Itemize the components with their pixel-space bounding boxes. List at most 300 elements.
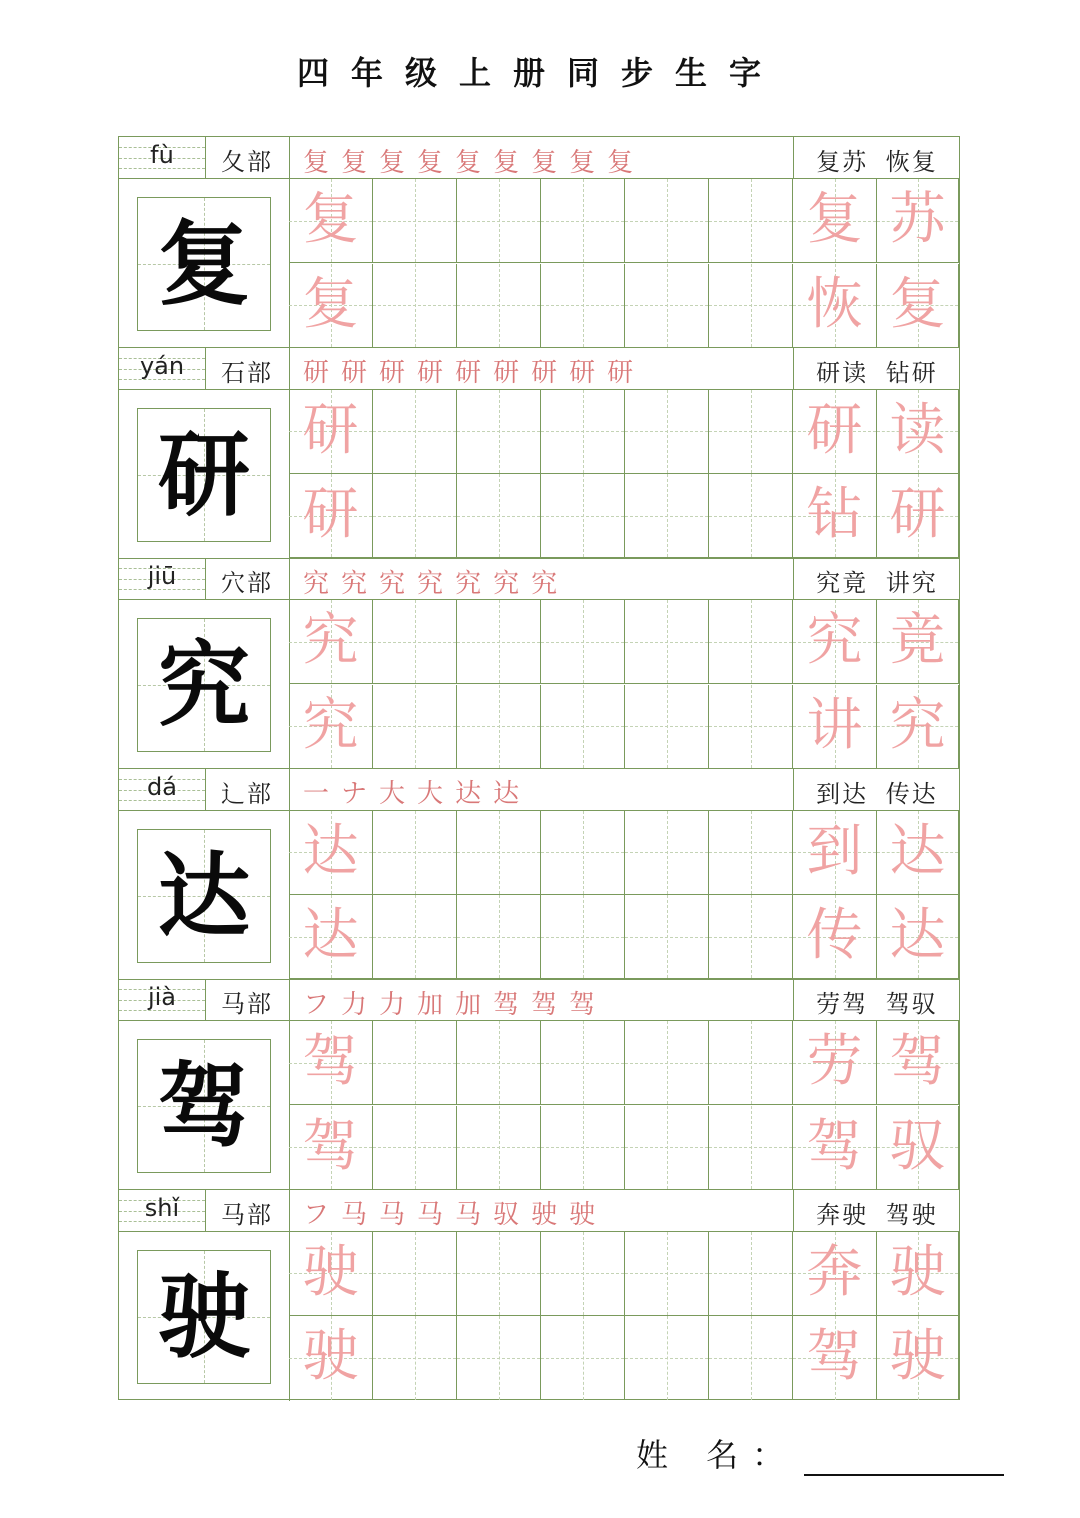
practice-cell[interactable]	[625, 179, 709, 263]
practice-cell[interactable]	[709, 474, 793, 558]
word-trace-cell	[793, 474, 877, 558]
word-trace-cell	[793, 685, 877, 769]
entry-header	[119, 769, 959, 811]
guide-line	[625, 937, 708, 938]
word-trace-cell	[877, 264, 959, 348]
trace-character: 驾	[302, 1029, 359, 1094]
practice-cell[interactable]	[541, 895, 625, 979]
stroke-step: フ	[303, 989, 330, 1020]
practice-cell[interactable]	[373, 1316, 457, 1400]
character-entry	[119, 769, 961, 980]
header-divider	[289, 137, 290, 179]
trace-character: 劳	[806, 1029, 863, 1094]
practice-cell[interactable]	[625, 895, 709, 979]
trace-cell	[289, 1021, 373, 1105]
practice-cell[interactable]	[541, 179, 625, 263]
header-divider	[289, 558, 290, 600]
trace-character: 研	[302, 482, 359, 547]
guide-line	[625, 221, 708, 222]
pinyin: yán	[139, 351, 185, 380]
stroke-step: ナ	[341, 779, 368, 809]
practice-cell[interactable]	[457, 600, 541, 684]
trace-character: 复	[889, 271, 946, 337]
stroke-order	[291, 142, 791, 178]
page-title: 四年级上册同步生字	[296, 54, 783, 92]
practice-cell[interactable]	[709, 685, 793, 769]
guide-line	[541, 221, 624, 222]
stroke-step: 复	[417, 147, 444, 178]
model-character-box	[137, 618, 271, 752]
word-trace-cell	[877, 390, 959, 474]
model-character: 达	[157, 841, 250, 950]
model-character-box	[137, 1039, 271, 1173]
guide-line	[541, 516, 624, 517]
trace-cell	[289, 1316, 373, 1400]
practice-cell[interactable]	[625, 1232, 709, 1316]
stroke-step: 研	[569, 358, 596, 388]
stroke-step: 复	[341, 147, 368, 178]
guide-line	[457, 431, 540, 432]
name-label: 姓 名：	[636, 1436, 799, 1474]
header-divider	[793, 558, 794, 600]
stroke-step: 研	[455, 358, 482, 388]
practice-cell[interactable]	[457, 390, 541, 474]
word-trace-cell	[877, 685, 959, 769]
header-divider	[793, 979, 794, 1021]
practice-cell[interactable]	[373, 1232, 457, 1316]
practice-cell[interactable]	[709, 1232, 793, 1316]
word-trace-cell	[877, 1106, 959, 1190]
guide-line	[373, 431, 456, 432]
guide-line	[457, 1358, 540, 1359]
trace-cell	[289, 264, 373, 348]
word-trace-cell	[793, 1021, 877, 1105]
practice-cell[interactable]	[541, 264, 625, 348]
model-character: 究	[157, 631, 250, 739]
stroke-order	[291, 353, 791, 389]
guide-line	[709, 852, 792, 853]
trace-character: 复	[302, 271, 359, 337]
trace-character: 达	[302, 903, 359, 968]
guide-line	[373, 1063, 456, 1064]
guide-line	[457, 852, 540, 853]
radical: 石部	[221, 358, 273, 387]
practice-cell[interactable]	[625, 685, 709, 769]
guide-line	[373, 937, 456, 938]
header-divider	[793, 137, 794, 179]
guide-line	[625, 642, 708, 643]
practice-cell[interactable]	[625, 600, 709, 684]
trace-character: 究	[806, 608, 863, 673]
trace-character: 复	[806, 187, 863, 252]
word-trace-cell	[877, 1232, 959, 1316]
guide-line	[709, 221, 792, 222]
stroke-order	[291, 984, 791, 1020]
stroke-step: 究	[417, 568, 444, 599]
guide-line	[709, 642, 792, 643]
stroke-step: 复	[455, 147, 482, 178]
pinyin: jiū	[147, 562, 177, 590]
trace-character: 达	[302, 818, 359, 884]
trace-cell	[289, 474, 373, 558]
trace-cell	[289, 390, 373, 474]
guide-line	[625, 1358, 708, 1359]
stroke-step: 复	[607, 147, 634, 178]
stroke-step: 驶	[531, 1200, 558, 1230]
character-entry	[119, 1190, 961, 1401]
trace-character: 研	[302, 397, 359, 463]
stroke-order	[291, 774, 791, 810]
header-divider	[289, 1190, 290, 1232]
stroke-step: 研	[493, 358, 520, 388]
guide-line	[373, 1273, 456, 1274]
guide-line	[709, 937, 792, 938]
practice-cell[interactable]	[709, 600, 793, 684]
word-trace-cell	[793, 811, 877, 895]
guide-line	[709, 1147, 792, 1148]
practice-cell[interactable]	[457, 1021, 541, 1105]
stroke-step: 马	[379, 1200, 406, 1230]
practice-cell[interactable]	[373, 895, 457, 979]
word-trace-cell	[793, 1316, 877, 1400]
practice-cell[interactable]	[373, 179, 457, 263]
stroke-step: 究	[455, 568, 482, 599]
word-trace-cell	[877, 811, 959, 895]
stroke-step: 研	[607, 358, 634, 388]
trace-character: 驶	[302, 1324, 359, 1389]
practice-grid	[289, 390, 959, 559]
guide-line	[457, 1147, 540, 1148]
practice-cell[interactable]	[457, 179, 541, 263]
practice-cell[interactable]	[457, 811, 541, 895]
stroke-step: 究	[493, 568, 520, 599]
guide-line	[541, 431, 624, 432]
pinyin: jià	[147, 983, 177, 1011]
word-trace-cell	[793, 390, 877, 474]
guide-line	[709, 1358, 792, 1359]
stroke-step: 加	[417, 989, 444, 1020]
practice-cell[interactable]	[373, 685, 457, 769]
practice-cell[interactable]	[373, 264, 457, 348]
trace-character: 驶	[889, 1324, 946, 1389]
practice-cell[interactable]	[541, 1021, 625, 1105]
header-divider	[793, 769, 794, 811]
header-divider	[289, 769, 290, 811]
guide-line	[709, 726, 792, 727]
guide-line	[625, 726, 708, 727]
guide-line	[625, 305, 708, 306]
stroke-step: 驾	[493, 989, 520, 1020]
stroke-step: 马	[417, 1200, 444, 1230]
stroke-step: 达	[493, 779, 520, 809]
word-trace-cell	[877, 895, 959, 979]
practice-cell[interactable]	[625, 474, 709, 558]
character-entry	[119, 558, 961, 769]
pinyin: dá	[147, 772, 177, 801]
name-field	[636, 1430, 1004, 1476]
trace-character: 驾	[806, 1113, 863, 1179]
practice-cell[interactable]	[373, 390, 457, 474]
trace-character: 究	[302, 608, 359, 673]
stroke-step: 研	[531, 358, 558, 388]
entry-header	[119, 558, 959, 600]
stroke-step: 复	[379, 147, 406, 178]
guide-line	[625, 1063, 708, 1064]
guide-line	[625, 1273, 708, 1274]
guide-line	[625, 516, 708, 517]
word-trace-cell	[793, 600, 877, 684]
practice-cell[interactable]	[625, 1106, 709, 1190]
name-blank-line[interactable]	[804, 1444, 1004, 1476]
header-divider	[289, 348, 290, 390]
practice-cell[interactable]	[709, 264, 793, 348]
practice-cell[interactable]	[457, 1316, 541, 1400]
trace-character: 竟	[889, 608, 946, 673]
trace-character: 读	[889, 397, 946, 463]
practice-grid	[289, 179, 959, 348]
stroke-step: 复	[531, 147, 558, 178]
guide-line	[373, 642, 456, 643]
stroke-step: 究	[303, 568, 330, 599]
trace-character: 奔	[806, 1239, 863, 1305]
stroke-step: 复	[303, 147, 330, 178]
stroke-step: 复	[569, 147, 596, 178]
guide-line	[541, 1063, 624, 1064]
practice-cell[interactable]	[373, 1106, 457, 1190]
model-character-box	[137, 197, 271, 331]
word-trace-cell	[877, 179, 959, 263]
guide-line	[541, 937, 624, 938]
stroke-step: 究	[531, 568, 558, 599]
trace-character: 达	[889, 903, 946, 968]
trace-character: 苏	[889, 187, 946, 252]
practice-cell[interactable]	[709, 1021, 793, 1105]
practice-cell[interactable]	[373, 600, 457, 684]
trace-character: 恢	[806, 271, 863, 337]
pinyin: fù	[150, 141, 174, 169]
character-entry	[119, 348, 961, 559]
stroke-step: 力	[379, 989, 406, 1020]
stroke-step: 大	[379, 779, 406, 809]
guide-line	[373, 305, 456, 306]
word-trace-cell	[877, 1021, 959, 1105]
practice-cell[interactable]	[541, 1316, 625, 1400]
practice-cell[interactable]	[541, 811, 625, 895]
stroke-step: フ	[303, 1200, 330, 1230]
guide-line	[709, 1063, 792, 1064]
example-words: 奔驶 驾驶	[816, 1200, 938, 1229]
trace-character: 达	[889, 818, 946, 884]
example-words: 研读 钻研	[816, 358, 938, 387]
trace-character: 讲	[806, 692, 863, 758]
radical: 夂部	[221, 148, 273, 176]
guide-line	[457, 221, 540, 222]
header-divider	[793, 1190, 794, 1232]
trace-cell	[289, 600, 373, 684]
model-character-box	[137, 829, 271, 963]
trace-cell	[289, 811, 373, 895]
word-trace-cell	[793, 1106, 877, 1190]
practice-cell[interactable]	[373, 811, 457, 895]
guide-line	[709, 1273, 792, 1274]
practice-cell[interactable]	[373, 474, 457, 558]
practice-cell[interactable]	[625, 1021, 709, 1105]
guide-line	[373, 516, 456, 517]
guide-line	[457, 642, 540, 643]
trace-character: 驶	[889, 1239, 946, 1305]
practice-cell[interactable]	[625, 1316, 709, 1400]
guide-line	[709, 431, 792, 432]
trace-character: 复	[302, 187, 359, 252]
word-trace-cell	[877, 474, 959, 558]
guide-line	[373, 1358, 456, 1359]
trace-character: 传	[806, 903, 863, 968]
practice-cell[interactable]	[457, 1106, 541, 1190]
entry-header	[119, 979, 959, 1021]
trace-character: 究	[302, 692, 359, 758]
guide-line	[457, 305, 540, 306]
trace-character: 驾	[302, 1113, 359, 1179]
practice-cell[interactable]	[709, 895, 793, 979]
practice-grid	[289, 1232, 959, 1401]
stroke-step: 驶	[569, 1200, 596, 1230]
practice-cell[interactable]	[541, 390, 625, 474]
practice-cell[interactable]	[541, 685, 625, 769]
character-entry	[119, 137, 961, 348]
practice-cell[interactable]	[457, 685, 541, 769]
stroke-step: 大	[417, 779, 444, 809]
word-trace-cell	[793, 1232, 877, 1316]
practice-cell[interactable]	[625, 264, 709, 348]
model-character-box	[137, 408, 271, 542]
trace-cell	[289, 1106, 373, 1190]
word-trace-cell	[793, 179, 877, 263]
trace-cell	[289, 685, 373, 769]
trace-character: 研	[806, 397, 863, 463]
guide-line	[625, 852, 708, 853]
entry-header	[119, 137, 959, 179]
word-trace-cell	[877, 1316, 959, 1400]
stroke-step: 研	[417, 358, 444, 388]
practice-cell[interactable]	[709, 1316, 793, 1400]
radical: 穴部	[221, 569, 273, 597]
stroke-step: 一	[303, 779, 330, 809]
guide-line	[625, 1147, 708, 1148]
model-character: 研	[157, 420, 250, 529]
guide-line	[541, 1273, 624, 1274]
practice-cell[interactable]	[457, 474, 541, 558]
trace-character: 驾	[889, 1029, 946, 1094]
stroke-step: 研	[303, 358, 330, 388]
practice-cell[interactable]	[709, 1106, 793, 1190]
stroke-step: 究	[341, 568, 368, 599]
practice-grid	[289, 600, 959, 769]
trace-cell	[289, 895, 373, 979]
example-words: 到达 传达	[816, 779, 938, 808]
trace-cell	[289, 1232, 373, 1316]
practice-cell[interactable]	[373, 1021, 457, 1105]
trace-character: 究	[889, 692, 946, 758]
practice-cell[interactable]	[625, 390, 709, 474]
guide-line	[373, 221, 456, 222]
entry-header	[119, 1190, 959, 1232]
practice-grid	[289, 1021, 959, 1190]
trace-character: 驾	[806, 1324, 863, 1389]
word-trace-cell	[877, 600, 959, 684]
practice-cell[interactable]	[457, 264, 541, 348]
guide-line	[373, 852, 456, 853]
example-words: 究竟 讲究	[816, 569, 938, 597]
practice-cell[interactable]	[457, 1232, 541, 1316]
practice-cell[interactable]	[541, 600, 625, 684]
model-character-box	[137, 1250, 271, 1384]
radical: 马部	[221, 990, 273, 1018]
trace-cell	[289, 179, 373, 263]
stroke-order	[291, 563, 791, 599]
entry-header	[119, 348, 959, 390]
practice-cell[interactable]	[709, 390, 793, 474]
guide-line	[457, 1063, 540, 1064]
practice-cell[interactable]	[457, 895, 541, 979]
guide-line	[541, 1358, 624, 1359]
guide-line	[373, 1147, 456, 1148]
stroke-order	[291, 1195, 791, 1231]
trace-character: 驶	[302, 1239, 359, 1305]
guide-line	[457, 937, 540, 938]
guide-line	[457, 1273, 540, 1274]
stroke-step: 研	[341, 358, 368, 388]
trace-character: 研	[889, 482, 946, 547]
character-entry	[119, 979, 961, 1190]
guide-line	[709, 516, 792, 517]
header-divider	[289, 979, 290, 1021]
practice-cell[interactable]	[625, 811, 709, 895]
guide-line	[541, 852, 624, 853]
radical: 辶部	[221, 779, 273, 808]
stroke-step: 达	[455, 779, 482, 809]
word-trace-cell	[793, 264, 877, 348]
guide-line	[457, 726, 540, 727]
stroke-step: 驾	[531, 989, 558, 1020]
guide-line	[541, 305, 624, 306]
guide-line	[625, 431, 708, 432]
practice-cell[interactable]	[541, 1106, 625, 1190]
stroke-step: 马	[455, 1200, 482, 1230]
guide-line	[541, 726, 624, 727]
stroke-step: 力	[341, 989, 368, 1020]
guide-line	[457, 516, 540, 517]
guide-line	[541, 642, 624, 643]
stroke-step: 复	[493, 147, 520, 178]
example-words: 劳驾 驾驭	[816, 990, 938, 1018]
stroke-step: 马	[341, 1200, 368, 1230]
example-words: 复苏 恢复	[816, 148, 938, 176]
practice-cell[interactable]	[541, 474, 625, 558]
stroke-step: 加	[455, 989, 482, 1020]
pinyin: shǐ	[144, 1193, 180, 1222]
guide-line	[373, 726, 456, 727]
stroke-step: 驾	[569, 989, 596, 1020]
trace-character: 钻	[806, 482, 863, 547]
stroke-step: 研	[379, 358, 406, 388]
practice-cell[interactable]	[541, 1232, 625, 1316]
model-character: 驾	[157, 1052, 250, 1160]
practice-cell[interactable]	[709, 811, 793, 895]
practice-cell[interactable]	[709, 179, 793, 263]
guide-line	[541, 1147, 624, 1148]
word-trace-cell	[793, 895, 877, 979]
radical: 马部	[221, 1200, 273, 1229]
